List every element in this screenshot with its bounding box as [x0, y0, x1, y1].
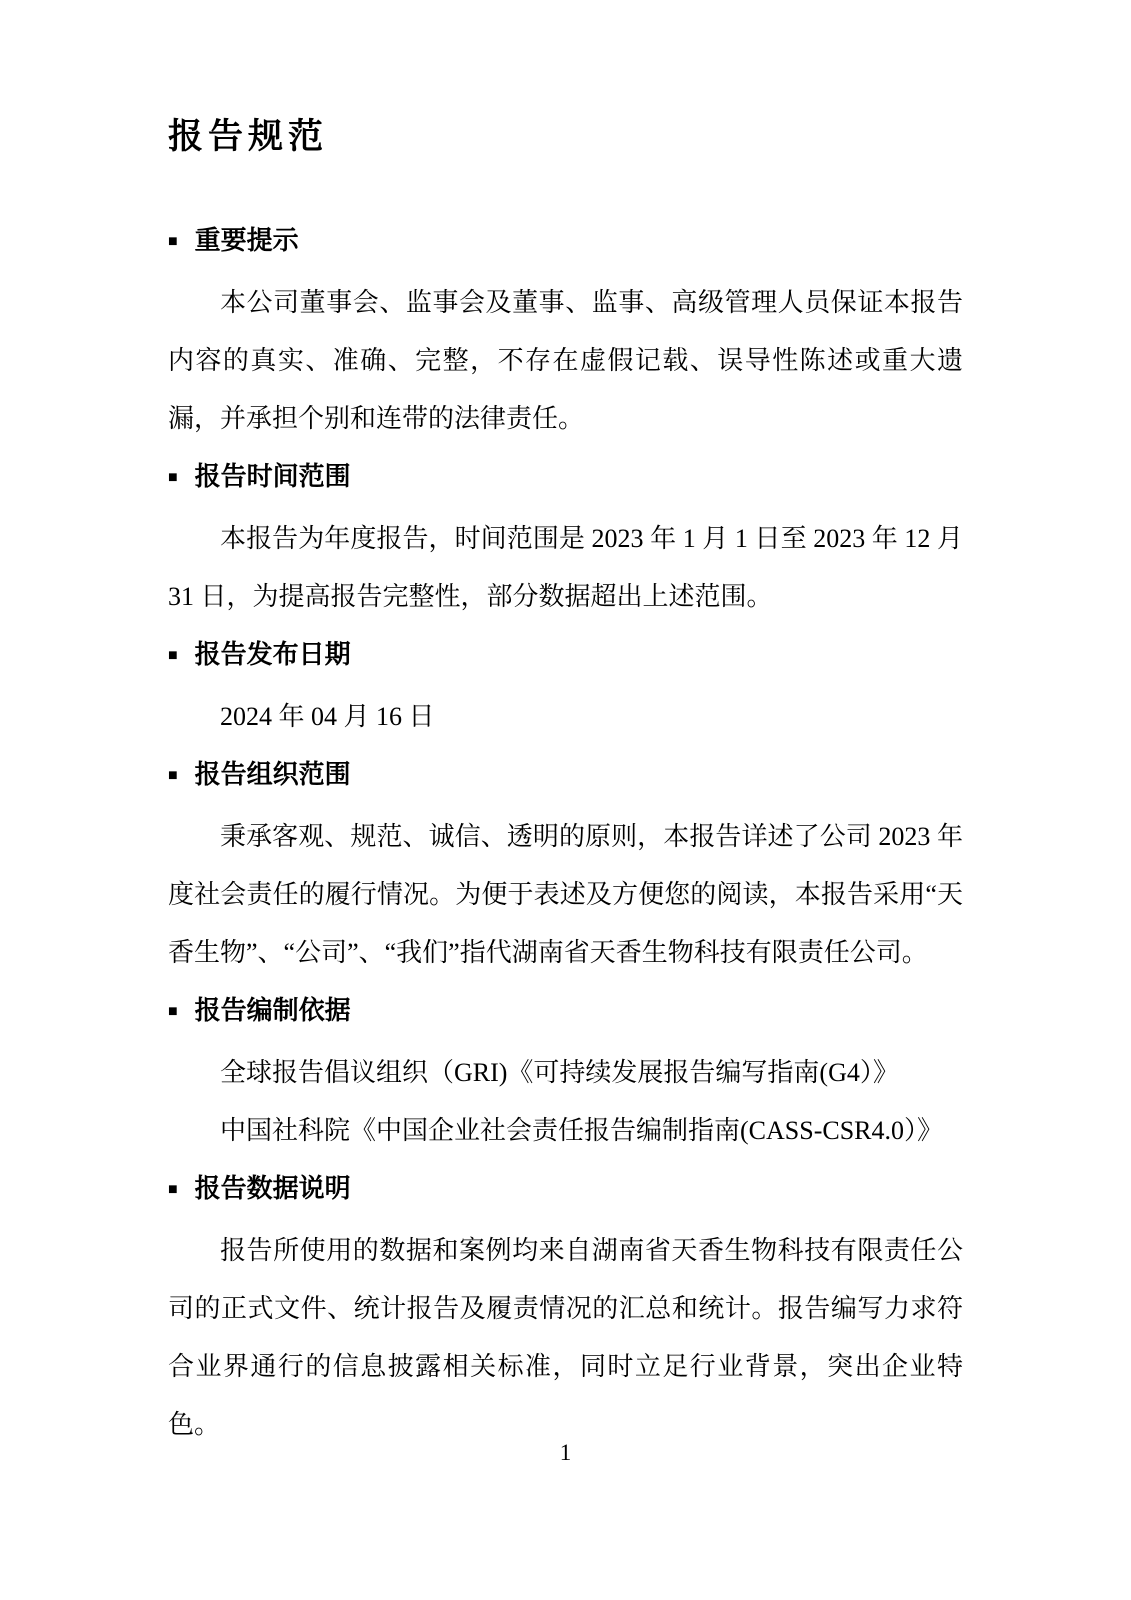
- section-paragraph: 中国社科院《中国企业社会责任报告编制指南(CASS-CSR4.0）》: [220, 1116, 943, 1145]
- section-data-description: [168, 1160, 963, 1454]
- section-heading-text: 重要提示: [194, 226, 299, 255]
- square-bullet-icon: ■: [168, 1181, 178, 1198]
- section-heading-text: 报告组织范围: [194, 760, 351, 789]
- square-bullet-icon: ■: [168, 767, 178, 784]
- section-heading: [168, 1160, 963, 1222]
- section-heading: [168, 746, 963, 808]
- page-number: 1: [559, 1440, 572, 1465]
- section-heading: [168, 212, 963, 274]
- page-title: 报告规范: [168, 117, 329, 156]
- section-paragraph: 本报告为年度报告，时间范围是 2023 年 1 月 1 日至 2023 年 12 月 31 日，为提高报告完整性，部分数据超出上述范围。: [168, 524, 963, 611]
- square-bullet-icon: ■: [168, 469, 178, 486]
- section-organization-scope: [168, 746, 963, 982]
- square-bullet-icon: ■: [168, 1003, 178, 1020]
- square-bullet-icon: ■: [168, 647, 178, 664]
- section-paragraph: 2024 年 04 月 16 日: [220, 702, 435, 731]
- section-heading: [168, 626, 963, 688]
- section-heading-text: 报告发布日期: [194, 640, 351, 669]
- section-important-notice: [168, 212, 963, 448]
- section-paragraph: 全球报告倡议组织（GRI)《可持续发展报告编写指南(G4）》: [220, 1058, 899, 1087]
- section-release-date: [168, 626, 963, 746]
- section-paragraph: 报告所使用的数据和案例均来自湖南省天香生物科技有限责任公司的正式文件、统计报告及履责情况的汇总和统计。报告编写力求符合业界通行的信息披露相关标准，同时立足行业背景，突出企业特色。: [168, 1236, 963, 1439]
- section-heading-text: 报告时间范围: [194, 462, 351, 491]
- section-heading-text: 报告编制依据: [194, 996, 351, 1025]
- section-heading: [168, 448, 963, 510]
- section-heading-text: 报告数据说明: [194, 1174, 351, 1203]
- section-paragraph: 秉承客观、规范、诚信、透明的原则，本报告详述了公司 2023 年度社会责任的履行情况。为便于表述及方便您的阅读，本报告采用“天香生物”、“公司”、“我们”指代湖南省天香生物科技有限责任公司。: [168, 822, 963, 967]
- square-bullet-icon: ■: [168, 233, 178, 250]
- section-paragraph: 本公司董事会、监事会及董事、监事、高级管理人员保证本报告内容的真实、准确、完整，不存在虚假记载、误导性陈述或重大遗漏，并承担个别和连带的法律责任。: [168, 288, 963, 433]
- section-heading: [168, 982, 963, 1044]
- section-compilation-basis: [168, 982, 963, 1160]
- section-report-time-range: [168, 448, 963, 626]
